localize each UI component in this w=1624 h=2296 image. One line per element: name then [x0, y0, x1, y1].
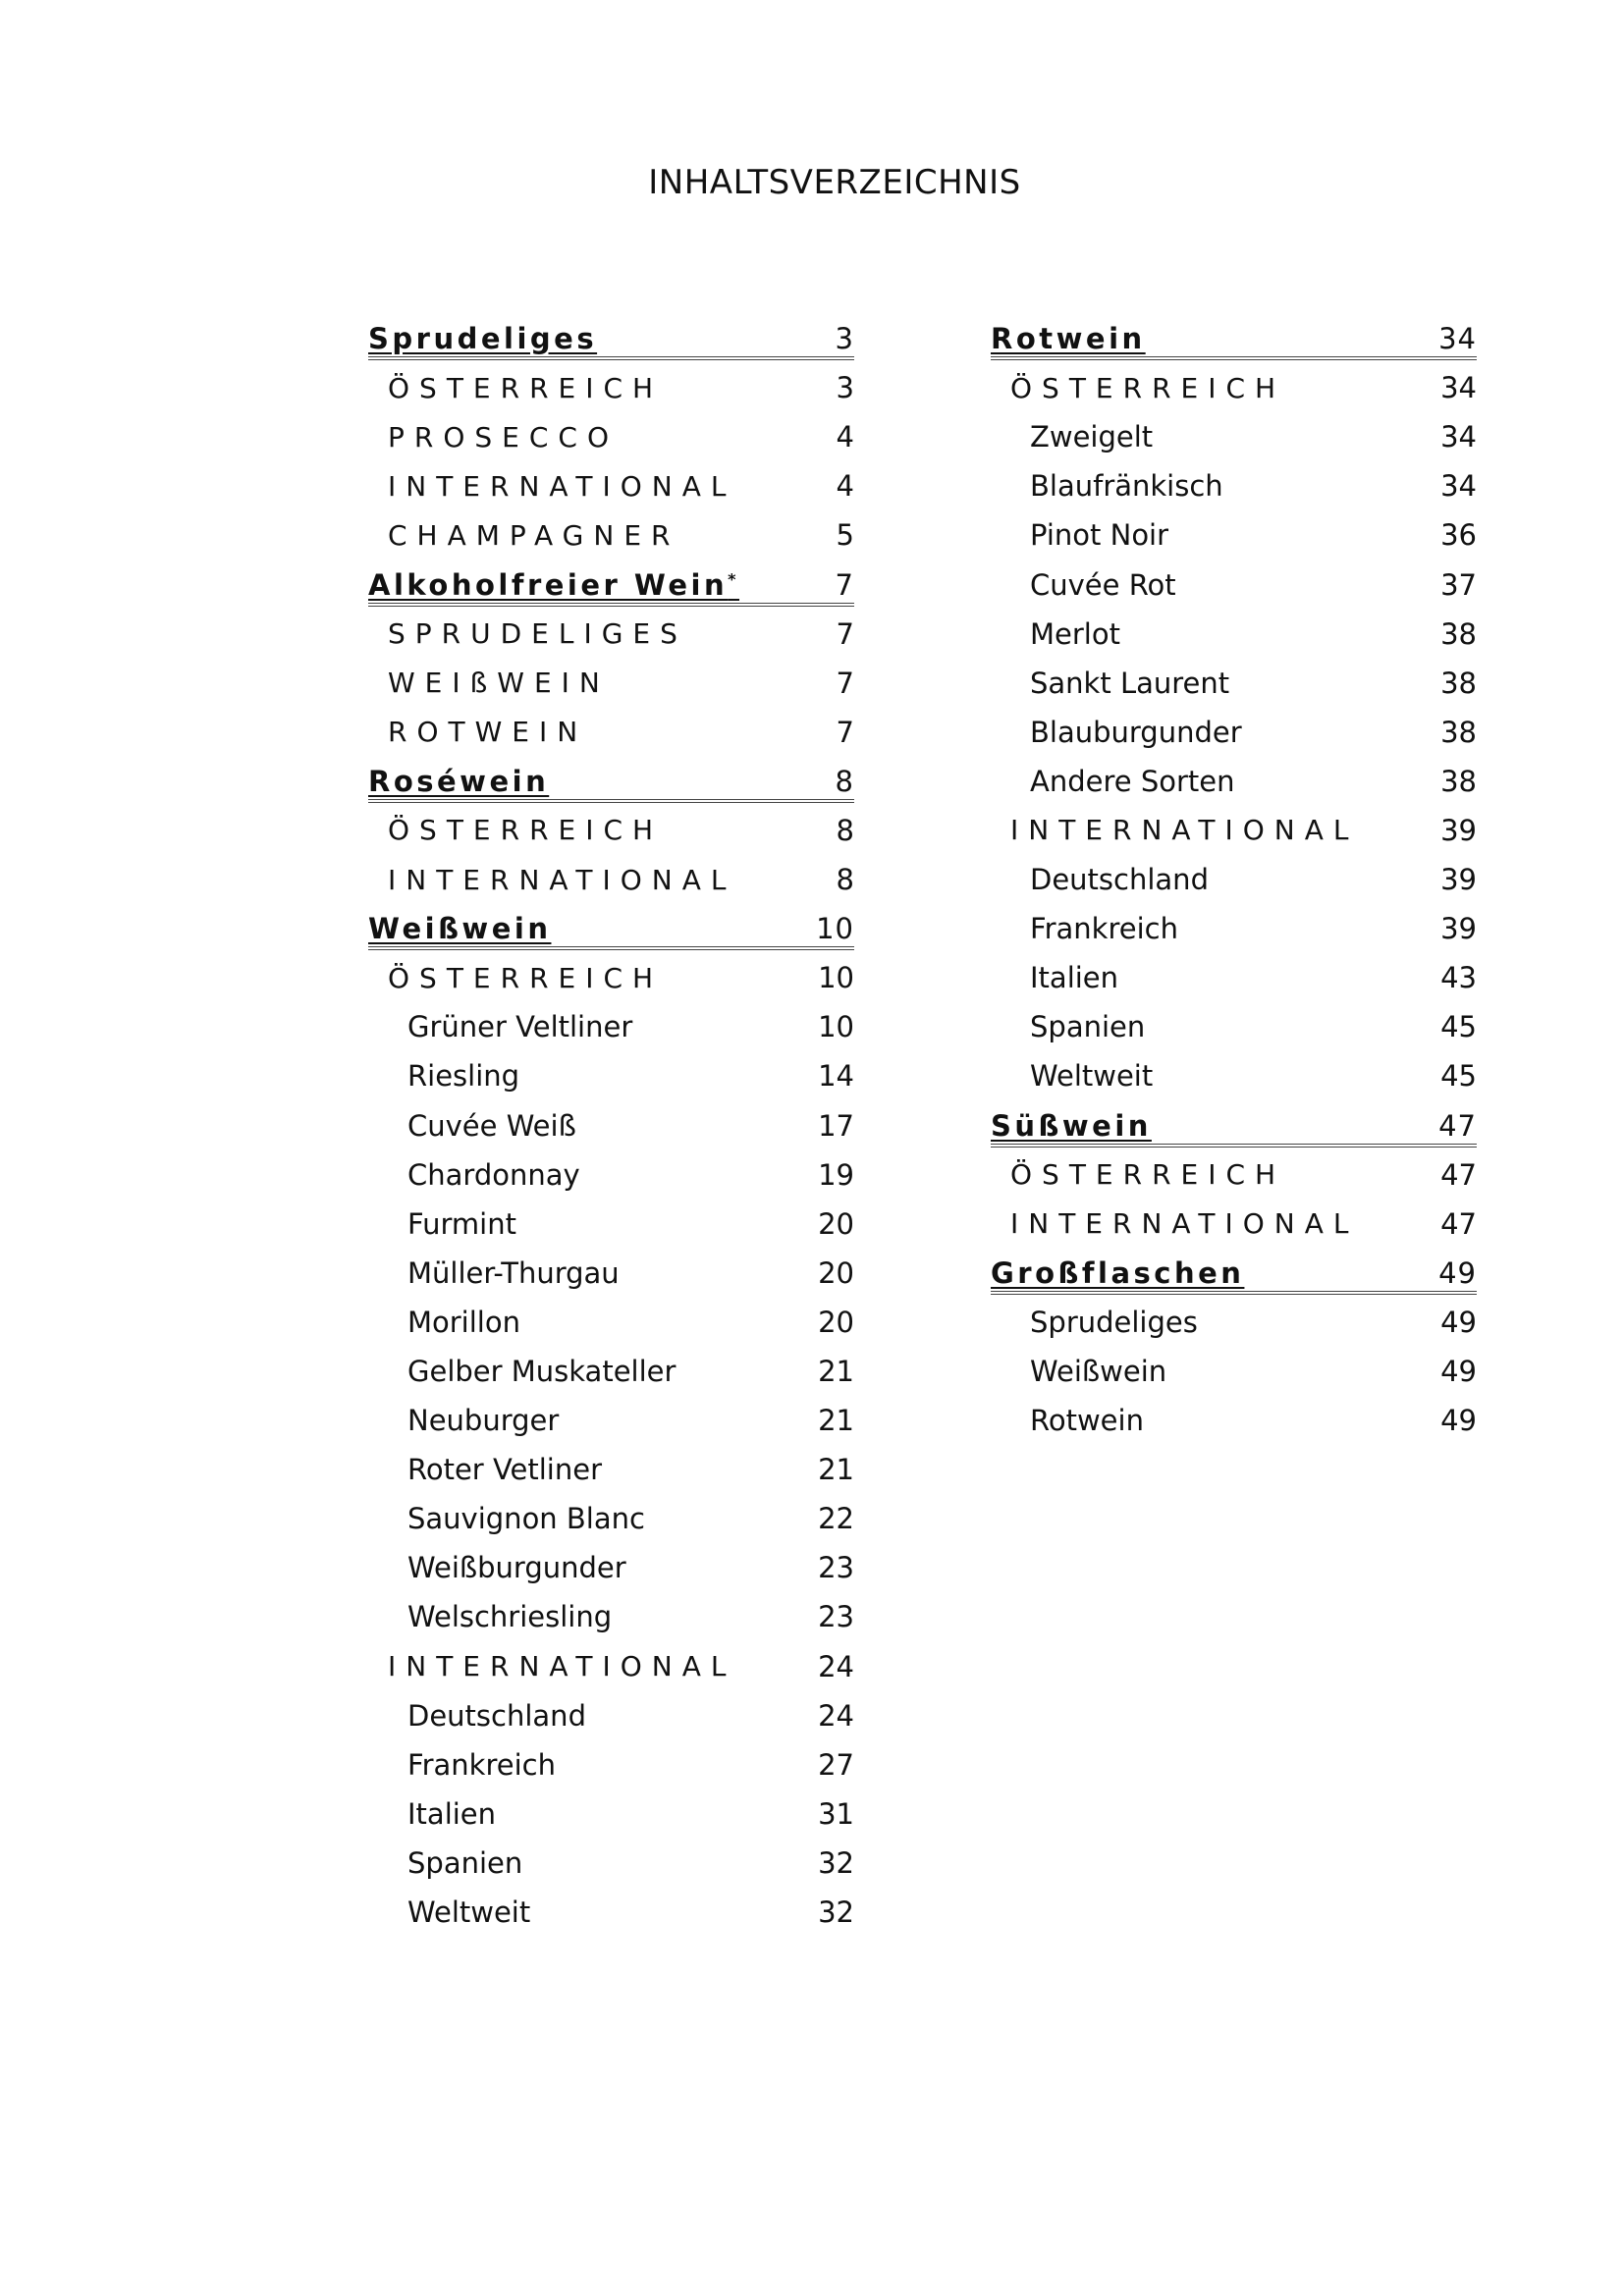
toc-entry-label — [991, 617, 1120, 651]
toc-entry-label-text: Süßwein — [991, 1108, 1152, 1143]
toc-entry-label-text: Frankreich — [407, 1747, 556, 1782]
toc-entry-label — [991, 1207, 1358, 1240]
toc-entry-label — [368, 1404, 559, 1437]
toc-sub-entry[interactable] — [991, 953, 1477, 1002]
toc-entry-label — [368, 1306, 520, 1339]
toc-sub-entry[interactable] — [368, 1101, 854, 1150]
toc-region-entry[interactable] — [368, 659, 854, 708]
toc-entry-page-number: 24 — [818, 1649, 854, 1683]
toc-entry-page-number: 23 — [818, 1551, 854, 1585]
toc-sub-entry[interactable] — [991, 1298, 1477, 1347]
toc-entry-label — [368, 519, 679, 552]
toc-entry-page-number: 24 — [818, 1698, 854, 1733]
toc-region-entry[interactable] — [368, 806, 854, 855]
toc-entry-page-number: 43 — [1440, 961, 1477, 995]
toc-region-entry[interactable] — [991, 1200, 1477, 1249]
toc-entry-label — [368, 1355, 676, 1388]
toc-entry-page-number: 23 — [818, 1600, 854, 1634]
toc-entry-page-number: 38 — [1440, 616, 1477, 651]
toc-entry-label — [368, 1846, 522, 1880]
toc-entry-label — [991, 863, 1209, 896]
toc-section-entry[interactable] — [368, 314, 854, 363]
toc-entry-label — [991, 1306, 1198, 1339]
toc-entry-page-number: 3 — [835, 322, 854, 356]
toc-entry-page-number: 36 — [1440, 518, 1477, 553]
toc-sub-entry[interactable] — [368, 1445, 854, 1494]
toc-region-entry[interactable] — [368, 510, 854, 560]
toc-entry-page-number: 47 — [1438, 1108, 1477, 1143]
toc-sub-entry[interactable] — [991, 1002, 1477, 1051]
toc-entry-page-number: 32 — [818, 1896, 854, 1930]
toc-entry-page-number: 7 — [836, 616, 854, 651]
toc-entry-page-number: 4 — [836, 469, 854, 504]
footnote-marker: * — [728, 568, 740, 588]
toc-region-entry[interactable] — [368, 708, 854, 757]
toc-entry-page-number: 8 — [836, 863, 854, 897]
toc-entry-label-text: Sprudeliges — [368, 322, 598, 356]
toc-entry-label — [991, 1109, 1152, 1143]
toc-region-entry[interactable] — [991, 363, 1477, 412]
toc-entry-label-text: ÖSTERREICH — [1010, 1158, 1286, 1192]
toc-entry-label-text: INTERNATIONAL — [388, 469, 736, 503]
toc-entry-page-number: 21 — [818, 1404, 854, 1438]
toc-entry-label-text: Weißwein — [368, 912, 552, 946]
toc-entry-label-text: PROSECCO — [388, 420, 619, 454]
toc-sub-entry[interactable] — [991, 610, 1477, 659]
toc-entry-label-text: Großflaschen — [991, 1255, 1245, 1290]
toc-entry-label-text: CHAMPAGNER — [388, 518, 680, 552]
toc-section-entry[interactable] — [368, 757, 854, 806]
toc-sub-entry[interactable] — [991, 708, 1477, 757]
toc-entry-label-text: ÖSTERREICH — [388, 814, 664, 847]
toc-sub-entry[interactable] — [368, 1249, 854, 1298]
toc-entry-page-number: 20 — [818, 1255, 854, 1290]
toc-entry-label — [991, 322, 1146, 355]
toc-entry-label — [368, 1650, 735, 1682]
toc-entry-label — [991, 469, 1223, 503]
toc-region-entry[interactable] — [368, 855, 854, 904]
toc-entry-label-text: INTERNATIONAL — [1010, 1207, 1359, 1241]
toc-entry-label — [368, 1699, 586, 1733]
toc-entry-page-number: 38 — [1440, 715, 1477, 749]
toc-sub-entry[interactable] — [368, 1691, 854, 1740]
toc-entry-label — [368, 1010, 632, 1043]
toc-region-entry[interactable] — [368, 461, 854, 510]
toc-entry-label — [368, 470, 735, 503]
toc-sub-entry[interactable] — [991, 1051, 1477, 1100]
toc-entry-label — [368, 912, 551, 945]
toc-entry-label-text: Weltweit — [1030, 1059, 1154, 1094]
toc-entry-label-text: Chardonnay — [407, 1157, 580, 1192]
toc-entry-page-number: 21 — [818, 1355, 854, 1389]
toc-entry-label-text: Spanien — [407, 1845, 523, 1880]
toc-entry-page-number: 21 — [818, 1453, 854, 1487]
toc-section-entry[interactable] — [991, 1249, 1477, 1298]
toc-entry-page-number: 38 — [1440, 764, 1477, 798]
toc-sub-entry[interactable] — [991, 757, 1477, 806]
toc-entry-label — [991, 1355, 1166, 1388]
toc-entry-label — [368, 1059, 519, 1093]
toc-entry-page-number: 7 — [835, 567, 854, 602]
toc-entry-label-text: Pinot Noir — [1030, 518, 1169, 553]
toc-entry-label-text: Weltweit — [407, 1896, 531, 1930]
toc-entry-label-text: Italien — [407, 1796, 497, 1831]
toc-sub-entry[interactable] — [991, 855, 1477, 904]
toc-entry-page-number: 45 — [1440, 1059, 1477, 1094]
toc-sub-entry[interactable] — [991, 560, 1477, 609]
toc-entry-label-text: Italien — [1030, 961, 1119, 995]
toc-entry-label — [991, 912, 1178, 945]
toc-entry-label-text: Sankt Laurent — [1030, 666, 1230, 700]
toc-section-entry[interactable] — [368, 560, 854, 609]
toc-entry-page-number: 10 — [818, 961, 854, 995]
toc-entry-page-number: 34 — [1438, 322, 1477, 356]
toc-section-entry[interactable] — [991, 314, 1477, 363]
toc-entry-label-text: Alkoholfreier Wein — [368, 567, 729, 602]
toc-entry-label-text: INTERNATIONAL — [388, 1650, 736, 1683]
toc-entry-label-text: Spanien — [1030, 1010, 1146, 1044]
toc-entry-label — [991, 1404, 1144, 1437]
toc-entry-label-text: Morillon — [407, 1305, 520, 1339]
toc-entry-page-number: 7 — [836, 666, 854, 700]
toc-entry-page-number: 20 — [818, 1305, 854, 1339]
toc-entry-label-text: Roter Vetliner — [407, 1453, 603, 1487]
toc-entry-label-text: ÖSTERREICH — [388, 961, 664, 994]
toc-entry-page-number: 10 — [818, 1010, 854, 1044]
toc-entry-page-number: 49 — [1440, 1305, 1477, 1339]
toc-entry-page-number: 37 — [1440, 567, 1477, 602]
toc-entry-page-number: 17 — [818, 1108, 854, 1143]
toc-region-entry[interactable] — [368, 363, 854, 412]
toc-entry-label — [991, 420, 1153, 454]
toc-sub-entry[interactable] — [368, 1839, 854, 1888]
toc-entry-label-text: Zweigelt — [1030, 420, 1154, 454]
toc-entry-page-number: 39 — [1440, 863, 1477, 897]
toc-entry-page-number: 20 — [818, 1206, 854, 1241]
toc-sub-entry[interactable] — [991, 461, 1477, 510]
toc-entry-label — [368, 617, 687, 650]
toc-entry-page-number: 49 — [1440, 1404, 1477, 1438]
toc-entry-label — [368, 667, 610, 699]
toc-entry-page-number: 22 — [818, 1502, 854, 1536]
toc-entry-label — [368, 1502, 645, 1535]
toc-sub-entry[interactable] — [368, 1396, 854, 1445]
toc-entry-label-text: Gelber Muskateller — [407, 1355, 677, 1389]
toc-entry-label — [368, 1256, 620, 1290]
toc-entry-label-text: Roséwein — [368, 764, 550, 798]
toc-entry-label-text: ÖSTERREICH — [388, 371, 664, 404]
toc-sub-entry[interactable] — [368, 1592, 854, 1641]
toc-entry-label-text: SPRUDELIGES — [388, 617, 687, 651]
toc-sub-entry[interactable] — [991, 659, 1477, 708]
toc-entry-label — [368, 568, 739, 602]
toc-region-entry[interactable] — [991, 1150, 1477, 1200]
toc-entry-label — [368, 421, 619, 454]
toc-entry-label — [368, 1453, 602, 1486]
toc-entry-label-text: Cuvée Rot — [1030, 567, 1176, 602]
toc-sub-entry[interactable] — [368, 1543, 854, 1592]
toc-entry-label — [991, 1158, 1285, 1191]
toc-sub-entry[interactable] — [368, 1740, 854, 1789]
toc-sub-entry[interactable] — [991, 1347, 1477, 1396]
toc-entry-page-number: 14 — [818, 1059, 854, 1094]
toc-entry-label-text: Welschriesling — [407, 1600, 613, 1634]
toc-region-entry[interactable] — [368, 1642, 854, 1691]
toc-section-entry[interactable] — [991, 1101, 1477, 1150]
toc-entry-label — [991, 716, 1242, 749]
toc-entry-label — [991, 1059, 1153, 1093]
toc-entry-page-number: 49 — [1438, 1255, 1477, 1290]
toc-entry-label — [368, 1600, 612, 1633]
toc-sub-entry[interactable] — [368, 1494, 854, 1543]
toc-entry-label-text: Weißburgunder — [407, 1551, 626, 1585]
toc-entry-label-text: Deutschland — [1030, 863, 1209, 897]
toc-entry-label — [368, 1207, 516, 1241]
toc-entry-label-text: ÖSTERREICH — [1010, 371, 1286, 404]
toc-region-entry[interactable] — [368, 610, 854, 659]
toc-entry-label — [368, 1109, 576, 1143]
toc-sub-entry[interactable] — [368, 1051, 854, 1100]
toc-sub-entry[interactable] — [368, 1002, 854, 1051]
toc-region-entry[interactable] — [368, 412, 854, 461]
toc-entry-label-text: Neuburger — [407, 1404, 560, 1438]
toc-entry-page-number: 31 — [818, 1796, 854, 1831]
toc-entry-page-number: 32 — [818, 1845, 854, 1880]
toc-region-entry[interactable] — [991, 806, 1477, 855]
toc-sub-entry[interactable] — [368, 1200, 854, 1249]
toc-entry-label-text: Cuvée Weiß — [407, 1108, 576, 1143]
toc-sub-entry[interactable] — [368, 1298, 854, 1347]
toc-entry-label — [991, 1256, 1244, 1290]
toc-entry-label-text: Grüner Veltliner — [407, 1010, 633, 1044]
toc-region-entry[interactable] — [368, 953, 854, 1002]
toc-entry-page-number: 19 — [818, 1157, 854, 1192]
toc-left-column — [368, 314, 854, 1937]
toc-entry-label-text: INTERNATIONAL — [388, 863, 736, 896]
toc-entry-label-text: Furmint — [407, 1206, 516, 1241]
toc-entry-label-text: Rotwein — [991, 322, 1146, 356]
toc-sub-entry[interactable] — [991, 510, 1477, 560]
toc-entry-page-number: 34 — [1440, 469, 1477, 504]
toc-entry-page-number: 4 — [836, 420, 854, 454]
toc-entry-label — [991, 961, 1118, 994]
toc-sub-entry[interactable] — [368, 1150, 854, 1200]
toc-entry-page-number: 7 — [836, 715, 854, 749]
toc-entry-page-number: 49 — [1440, 1355, 1477, 1389]
toc-sub-entry[interactable] — [991, 904, 1477, 953]
toc-right-column — [991, 314, 1477, 1445]
toc-entry-label-text: Deutschland — [407, 1698, 586, 1733]
toc-entry-label-text: WEIßWEIN — [388, 667, 610, 700]
toc-entry-label — [991, 667, 1229, 700]
toc-sub-entry[interactable] — [368, 1888, 854, 1937]
toc-entry-page-number: 45 — [1440, 1010, 1477, 1044]
toc-entry-label — [991, 372, 1285, 404]
toc-entry-label-text: Andere Sorten — [1030, 764, 1235, 798]
toc-entry-label — [368, 716, 587, 748]
toc-entry-page-number: 10 — [816, 912, 854, 946]
toc-entry-label — [991, 814, 1358, 846]
toc-entry-page-number: 8 — [836, 813, 854, 847]
toc-entry-label — [991, 568, 1176, 602]
toc-entry-label — [368, 372, 663, 404]
toc-entry-page-number: 39 — [1440, 912, 1477, 946]
toc-entry-label — [991, 518, 1168, 552]
toc-entry-label — [368, 765, 549, 798]
toc-sub-entry[interactable] — [991, 412, 1477, 461]
toc-entry-label-text: Müller-Thurgau — [407, 1255, 620, 1290]
toc-entry-label — [991, 765, 1234, 798]
toc-entry-page-number: 34 — [1440, 420, 1477, 454]
toc-entry-page-number: 27 — [818, 1747, 854, 1782]
toc-sub-entry[interactable] — [368, 1347, 854, 1396]
page-title: INHALTSVERZEICHNIS — [648, 163, 1021, 202]
toc-entry-label — [368, 1797, 496, 1831]
toc-entry-label — [368, 1896, 530, 1929]
toc-entry-label-text: Sauvignon Blanc — [407, 1502, 645, 1536]
toc-entry-label-text: Weißwein — [1030, 1355, 1167, 1389]
toc-entry-label-text: Rotwein — [1030, 1404, 1144, 1438]
toc-entry-label — [368, 814, 663, 846]
toc-entry-label — [368, 864, 735, 896]
toc-entry-page-number: 47 — [1440, 1206, 1477, 1241]
toc-entry-label — [368, 322, 597, 355]
toc-entry-page-number: 34 — [1440, 371, 1477, 405]
toc-entry-label-text: Sprudeliges — [1030, 1305, 1198, 1339]
toc-sub-entry[interactable] — [368, 1789, 854, 1839]
toc-section-entry[interactable] — [368, 904, 854, 953]
toc-entry-label-text: Riesling — [407, 1059, 520, 1094]
toc-entry-label — [368, 1158, 580, 1192]
toc-entry-label-text: Frankreich — [1030, 912, 1178, 946]
toc-entry-label — [368, 962, 663, 994]
toc-entry-page-number: 3 — [836, 371, 854, 405]
toc-sub-entry[interactable] — [991, 1396, 1477, 1445]
toc-entry-label-text: Blaufränkisch — [1030, 469, 1223, 504]
toc-entry-label — [991, 1010, 1145, 1043]
toc-entry-page-number: 8 — [835, 764, 854, 798]
toc-entry-label — [368, 1551, 626, 1584]
toc-entry-label-text: Blauburgunder — [1030, 715, 1242, 749]
toc-entry-page-number: 47 — [1440, 1157, 1477, 1192]
toc-entry-label-text: ROTWEIN — [388, 716, 588, 749]
toc-entry-page-number: 5 — [836, 518, 854, 553]
toc-entry-label-text: Merlot — [1030, 616, 1120, 651]
toc-entry-page-number: 38 — [1440, 666, 1477, 700]
toc-entry-label-text: INTERNATIONAL — [1010, 814, 1359, 847]
toc-entry-label — [368, 1748, 556, 1782]
toc-entry-page-number: 39 — [1440, 813, 1477, 847]
